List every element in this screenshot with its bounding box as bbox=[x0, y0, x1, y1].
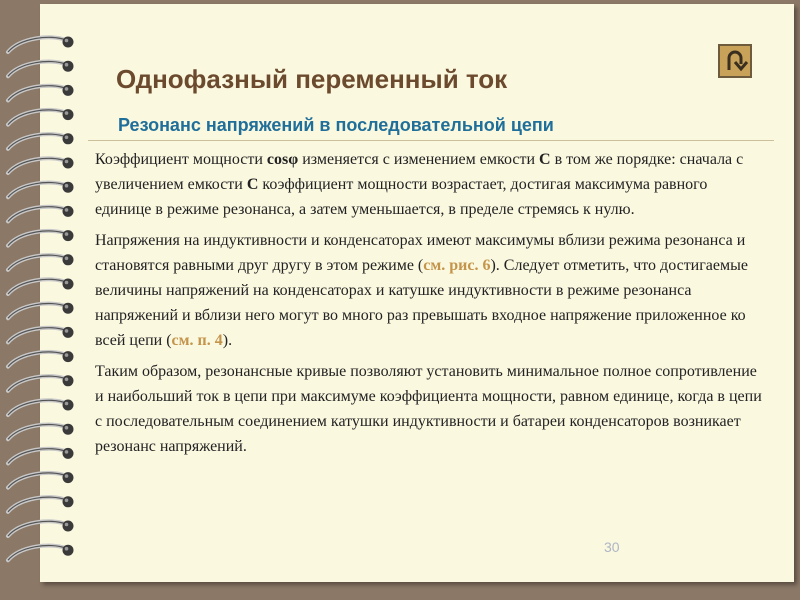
capacitance-term: С bbox=[539, 151, 551, 168]
text-run: ). Следует отметить, что достигаемые величины напряжений на конденсаторах и катушке индуктивности в режиме резонанса напряжений и вблизи него могут во много раз превышать входное напряжение приложенное ко всей цепи ( bbox=[95, 257, 748, 349]
text-run: изменяется с изменением емкости bbox=[298, 151, 539, 168]
slide-body bbox=[95, 147, 765, 465]
text-run: в том же порядке: сначала с увеличением емкости bbox=[95, 151, 744, 193]
text-run: Таким образом, резонансные кривые позволяют установить минимальное полное сопротивление и наибольший ток в цепи при максимуме коэффициента мощности, равном единице, когда в цепи с последовательным соединением катушки индуктивности и батареи конденсаторов возникает резонанс напряжений. bbox=[95, 363, 762, 455]
cos-phi-term: cosφ bbox=[266, 151, 299, 168]
slide-subtitle: Резонанс напряжений в последовательной цепи bbox=[118, 115, 554, 135]
back-button[interactable] bbox=[718, 44, 752, 78]
title-divider bbox=[88, 140, 774, 141]
capacitance-term: С bbox=[246, 176, 259, 193]
text-run: Напряжения на индуктивности и конденсаторах имеют максимумы вблизи режима резонанса и становятся равными друг другу в этом режиме ( bbox=[95, 232, 746, 274]
slide-title: Однофазный переменный ток bbox=[116, 64, 508, 94]
paragraph-voltages bbox=[95, 228, 765, 353]
paragraph-power-factor bbox=[95, 147, 765, 222]
paragraph-conclusion bbox=[95, 359, 765, 459]
figure-6-link[interactable]: см. рис. 6 bbox=[423, 257, 491, 274]
spiral-binding-icon bbox=[0, 0, 90, 600]
page-number: 30 bbox=[604, 539, 620, 555]
u-turn-arrow-icon bbox=[720, 46, 750, 76]
text-run: Коэффициент мощности bbox=[95, 151, 267, 168]
section-4-link[interactable]: см. п. 4 bbox=[171, 332, 223, 349]
text-run: коэффициент мощности возрастает, достигая максимума равного единице в режиме резонанса, а затем уменьшается, в пределе стремясь к нулю. bbox=[95, 176, 708, 218]
text-run: ). bbox=[222, 332, 233, 349]
